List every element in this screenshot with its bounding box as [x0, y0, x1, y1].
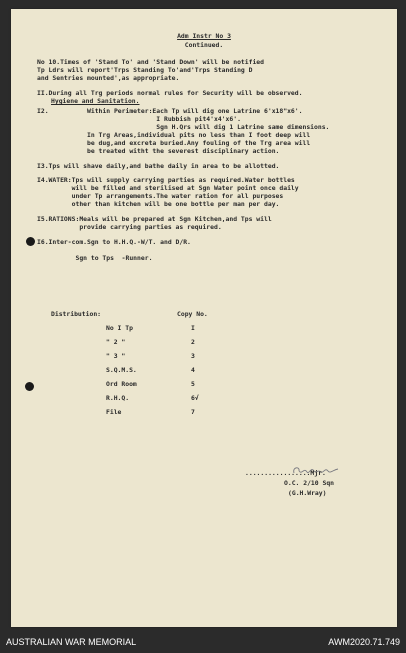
item-14-line: I4.WATER:Tps will supply carrying parties as required.Water bottles [37, 176, 295, 184]
item-16-line: Sgn to Tps -Runner. [37, 254, 153, 262]
distribution-name: S.Q.M.S. [106, 366, 137, 374]
footer-institution: AUSTRALIAN WAR MEMORIAL [6, 637, 137, 647]
distribution-copy: 4 [191, 366, 195, 374]
archive-footer [0, 630, 406, 653]
item-10-line: Tp Ldrs will report'Trps Standing To'and'Trps Standing D [37, 66, 253, 74]
item-10-line: and Sentries mounted',as appropriate. [37, 74, 180, 82]
distribution-name: " 3 " [106, 352, 126, 360]
item-11: II.During all Trg periods normal rules for Security will be observed. [37, 89, 303, 97]
distribution-copy: 3 [191, 352, 195, 360]
item-12-line: be treated witht the severest disciplinary action. [37, 147, 280, 155]
item-10-line: No 10.Times of 'Stand To' and 'Stand Down' will be notified [37, 58, 265, 66]
item-14-line: other than kitchen will be one bottle per man per day. [37, 200, 280, 208]
distribution-copy: I [191, 324, 195, 332]
distribution-name: File [106, 408, 122, 416]
copy-no-header: Copy No. [177, 310, 208, 318]
doc-heading: Adm Instr No 3 [177, 32, 231, 40]
document-page [11, 9, 397, 627]
item-13: I3.Tps will shave daily,and bathe daily in area to be allotted. [37, 162, 280, 170]
item-14-line: will be filled and sterilised at Sgn Water point once daily [37, 184, 299, 192]
distribution-copy: 2 [191, 338, 195, 346]
distribution-title: Distribution: [51, 310, 102, 318]
item-12-line: be dug,and excreta buried.Any fouling of the Trg area will [37, 139, 311, 147]
item-12-line: In Trg Areas,individual pits no less than I foot deep will [37, 131, 311, 139]
item-15-line: provide carrying parties as required. [37, 223, 222, 231]
distribution-name: " 2 " [106, 338, 126, 346]
signature-line: .................Mjr. [245, 469, 326, 477]
signature-name: (G.H.Wray) [288, 489, 327, 497]
distribution-copy: 5 [191, 380, 195, 388]
item-15-line: I5.RATIONS:Meals will be prepared at Sgn Kitchen,and Tps will [37, 215, 272, 223]
punch-hole [26, 237, 35, 246]
distribution-copy: 7 [191, 408, 195, 416]
doc-subheading: Continued. [184, 41, 224, 49]
punch-hole [25, 382, 34, 391]
distribution-name: No I Tp [106, 324, 133, 332]
distribution-copy: 6√ [191, 394, 199, 402]
distribution-name: Ord Room [106, 380, 137, 388]
distribution-name: R.H.Q. [106, 394, 130, 402]
item-12-line: Sgn H.Qrs will dig 1 Latrine same dimensions. [37, 123, 330, 131]
signature-title: O.C. 2/10 Sqn [284, 479, 335, 487]
footer-accession-number: AWM2020.71.749 [328, 637, 400, 647]
item-16-line: I6.Inter-com.Sgn to H.H.Q.-W/T. and D/R. [37, 238, 191, 246]
hygiene-heading: Hygiene and Sanitation. [51, 97, 140, 105]
item-14-line: under Tp arrangements.The water ration for all purposes [37, 192, 284, 200]
item-12-line: I Rubbish pit4'x4'x6'. [37, 115, 241, 123]
item-12-line: I2. Within Perimeter:Each Tp will dig one Latrine 6'x18"x6'. [37, 107, 303, 115]
